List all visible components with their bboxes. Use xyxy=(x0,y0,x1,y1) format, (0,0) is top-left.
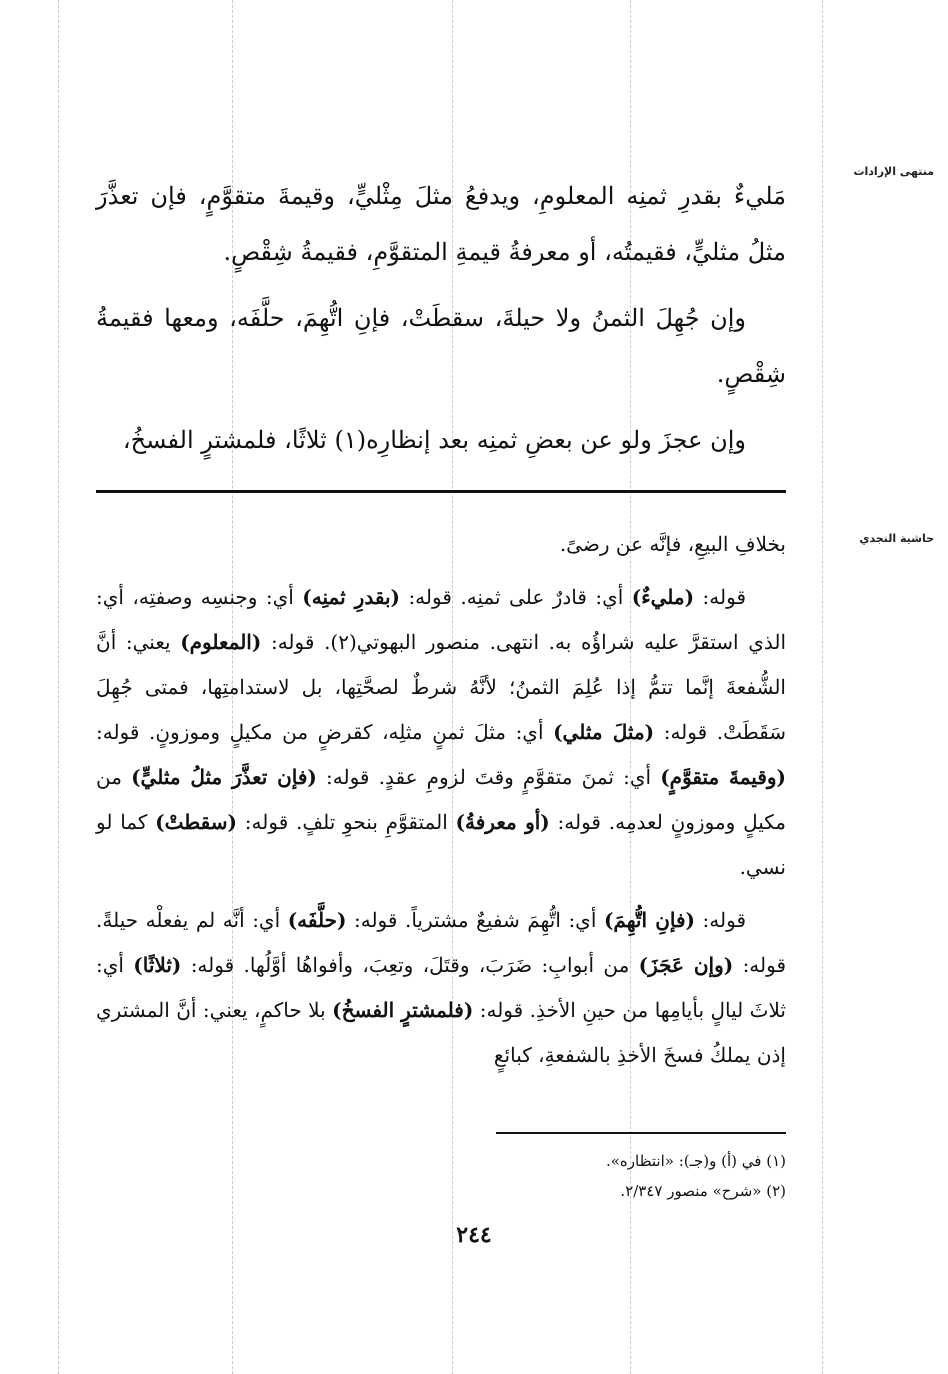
footnote-divider xyxy=(496,1132,786,1134)
commentary-paragraph: بخلافِ البيعِ، فإنَّه عن رضىً. xyxy=(559,532,786,556)
main-paragraph: وإن جُهِلَ الثمنُ ولا حيلةَ، سقطَتْ، فإنِ اتُّهِمَ، حلَّفَه، ومعها فقيمةُ شِقْصٍ. xyxy=(96,304,786,388)
main-paragraph: مَليءٌ بقدرِ ثمنِه المعلومِ، ويدفعُ مثلَ مِثْليٍّ، وقيمةَ متقوَّمٍ، فإن تعذَّرَ مثلُ مثليٍّ، فقيمتُه، أو معرفةُ قيمةِ المتقوَّمِ، فقيمةُ شِقْصٍ. xyxy=(96,182,786,266)
main-paragraph: وإن عجزَ ولو عن بعضِ ثمنِه بعد إنظارِه(١) ثلاثًا، فلمشترٍ الفسخُ، xyxy=(122,426,746,454)
commentary-paragraph: قوله: (فإنِ اتُّهِمَ) أي: اتُّهِمَ شفيعٌ مشترياً. قوله: (حلَّفَه) أي: أنَّه لم يفعلْه حيلةً. قوله: (وإن عَجَزَ) من أبوابِ: ضَرَبَ، وقتَلَ، وتعِبَ، وأفواهُا أوَّلُها. قوله: (ثلاثًا) أي: ثلاثَ ليالٍ بأيامِها من حينِ الأخذِ. قوله: (فلمشترٍ الفسخُ) بلا حاكمٍ، يعني: أنَّ المشتري إذن يملكُ فسخَ الأخذِ بالشفعةِ، كبائعٍ xyxy=(96,908,787,1067)
footnote: (٢) «شرح» منصور ٢/٣٤٧. xyxy=(620,1182,786,1200)
commentary-text xyxy=(96,522,786,1086)
footnotes xyxy=(430,1146,786,1206)
scan-guide-line xyxy=(822,0,823,1374)
commentary-paragraph: قوله: (مليءٌ) أي: قادرٌ على ثمنِه. قوله: (بقدرِ ثمنِه) أي: وجنسِه وصفتِه، أي: الذي استقرَّ عليه شراؤُه به. انتهى. منصور البهوتي(٢). قوله: (المعلوم) يعني: أنَّ الشُّفعةَ إنَّما تتمُّ إذا عُلِمَ الثمنُ؛ لأنَّهُ شرطٌ لصحَّتِها، بل لاستدامتِها، فمتى جُهِلَ سَقَطَتْ. قوله: (مثلَ مثلي) أي: مثلَ ثمنٍ مثلِه، كقرضٍ من مكيلٍ وموزونٍ. قوله: (وقيمةَ متقوَّمٍ) أي: ثمنَ متقوَّمٍ وقتَ لزومِ عقدٍ. قوله: (فإن تعذَّرَ مثلُ مثليٍّ) من مكيلٍ وموزونٍ لعدمِه. قوله: (أو معرفةُ) المتقوَّمِ بنحوِ تلفٍ. قوله: (سقطتْ) كما لو نسي. xyxy=(96,585,787,879)
scan-guide-line xyxy=(58,0,59,1374)
main-text xyxy=(96,168,786,478)
running-header-commentary: حاشية النجدي xyxy=(859,532,934,545)
footnote: (١) في (أ) و(جـ): «انتظاره». xyxy=(605,1152,786,1170)
page-number: ٢٤٤ xyxy=(456,1222,492,1248)
section-divider xyxy=(96,490,786,493)
running-header-main-text: منتهى الإرادات xyxy=(853,165,934,178)
